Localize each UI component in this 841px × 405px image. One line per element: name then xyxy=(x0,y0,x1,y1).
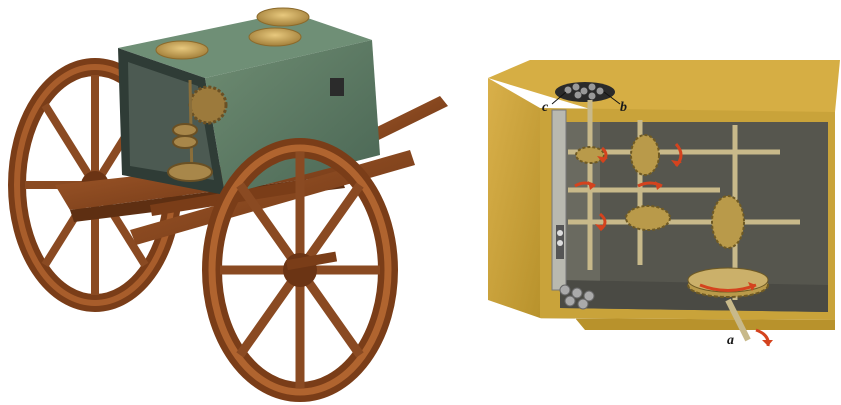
label-a: a xyxy=(727,333,734,348)
front-wheel xyxy=(212,148,388,392)
top-disc xyxy=(249,28,301,46)
cart-illustration xyxy=(17,8,448,392)
label-c: c xyxy=(542,100,549,115)
top-dial xyxy=(555,82,615,102)
pebble-tube xyxy=(552,110,566,290)
box-left-wall xyxy=(488,78,540,318)
top-disc xyxy=(156,41,208,59)
top-disc xyxy=(257,8,309,26)
label-b: b xyxy=(620,100,627,115)
cutaway-diagram xyxy=(488,60,840,348)
box-top xyxy=(488,60,840,112)
